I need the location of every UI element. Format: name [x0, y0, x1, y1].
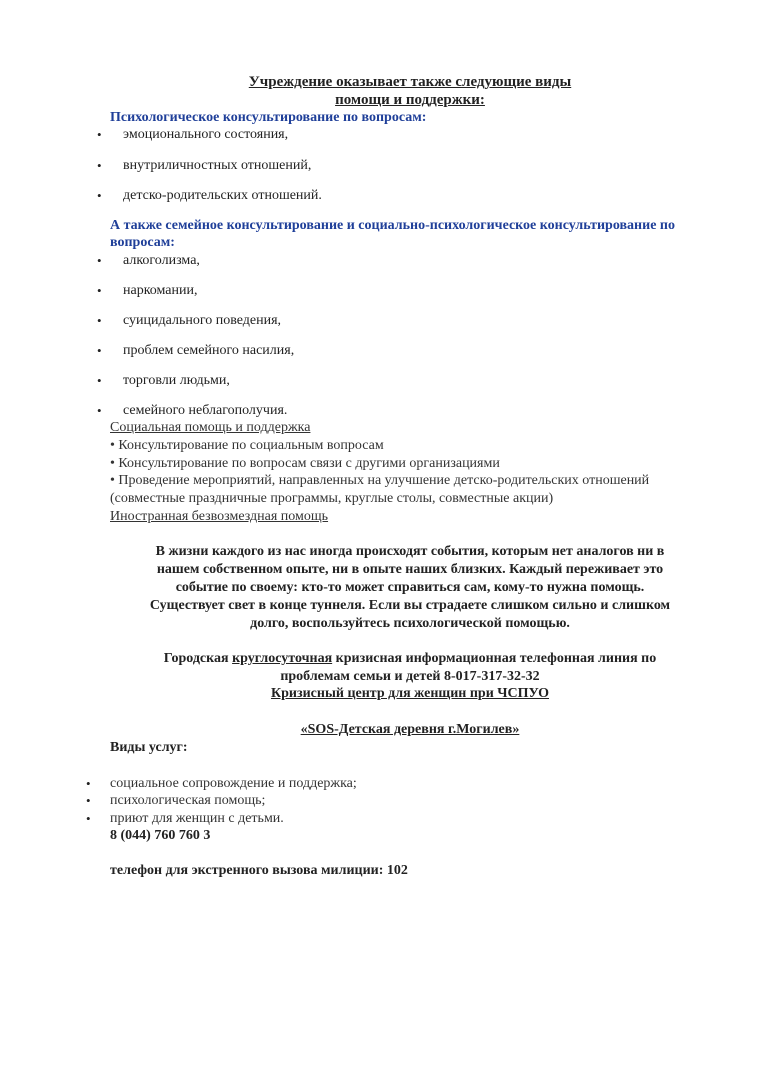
bullet-icon: •: [97, 283, 102, 298]
social-line-1: • Консультирование по социальным вопросам: [110, 438, 384, 453]
bullet-icon: •: [97, 188, 102, 203]
list-item: приют для женщин с детьми.: [110, 811, 284, 826]
services-label: Виды услуг:: [110, 740, 188, 755]
list-item: наркомании,: [123, 283, 198, 298]
crisis-center-title: Кризисный центр для женщин при ЧСПУО: [270, 686, 550, 701]
social-section-title: Социальная помощь и поддержка: [110, 420, 311, 435]
hotline-underlined: круглосуточная: [232, 651, 333, 666]
bullet-icon: •: [86, 793, 91, 808]
bullet-icon: •: [97, 343, 102, 358]
hotline-post: кризисная информационная телефонная линия по: [332, 651, 657, 666]
list-item: проблем семейного насилия,: [123, 343, 295, 358]
heading-line-2: помощи и поддержки:: [335, 92, 485, 108]
list-item: социальное сопровождение и поддержка;: [110, 776, 357, 791]
bullet-icon: •: [86, 776, 91, 791]
quote-line-4: Существует свет в конце туннеля. Если вы страдаете слишком сильно и слишком: [149, 598, 671, 613]
sos-phone: 8 (044) 760 760 3: [110, 828, 211, 843]
foreign-aid-title: Иностранная безвозмездная помощь: [110, 509, 329, 524]
list-item: детско-родительских отношений.: [123, 188, 322, 203]
bullet-icon: •: [86, 811, 91, 826]
heading-line-1: Учреждение оказывает также следующие виды: [248, 74, 572, 90]
list-item: алкоголизма,: [123, 253, 200, 268]
quote-line-1: В жизни каждого из нас иногда происходят события, которым нет аналогов ни в: [155, 544, 665, 559]
bullet-icon: •: [97, 253, 102, 268]
social-line-4: (совместные праздничные программы, круглые столы, совместные акции): [110, 491, 554, 506]
quote-line-3: событие по своему: кто-то может справиться сам, кому-то нужна помощь.: [175, 580, 645, 595]
list-item: эмоционального состояния,: [123, 127, 289, 142]
bullet-icon: •: [97, 313, 102, 328]
list-item: психологическая помощь;: [110, 793, 266, 808]
sos-title: «SOS-Детская деревня г.Могилев»: [300, 722, 520, 737]
social-line-2: • Консультирование по вопросам связи с другими организациями: [110, 456, 500, 471]
hotline-pre: Городская: [163, 651, 233, 666]
hotline-line-2: проблемам семьи и детей 8-017-317-32-32: [280, 669, 540, 684]
family-section-title-line-2: вопросам:: [110, 235, 175, 250]
quote-line-2: нашем собственном опыте, ни в опыте наших близких. Каждый переживает это: [156, 562, 664, 577]
bullet-icon: •: [97, 403, 102, 418]
bullet-icon: •: [97, 158, 102, 173]
police-phone: телефон для экстренного вызова милиции: 102: [110, 863, 408, 878]
bullet-icon: •: [97, 373, 102, 388]
hotline-line-1: [0, 651, 764, 667]
list-item: торговли людьми,: [123, 373, 230, 388]
list-item: внутриличностных отношений,: [123, 158, 312, 173]
list-item: семейного неблагополучия.: [123, 403, 288, 418]
list-item: суицидального поведения,: [123, 313, 282, 328]
quote-line-5: долго, воспользуйтесь психологической помощью.: [250, 616, 570, 631]
family-section-title-line-1: А также семейное консультирование и социально-психологическое консультирование по: [110, 218, 675, 233]
psych-section-title: Психологическое консультирование по вопросам:: [110, 110, 427, 125]
social-line-3: • Проведение мероприятий, направленных на улучшение детско-родительских отношений: [110, 473, 650, 488]
bullet-icon: •: [97, 127, 102, 142]
